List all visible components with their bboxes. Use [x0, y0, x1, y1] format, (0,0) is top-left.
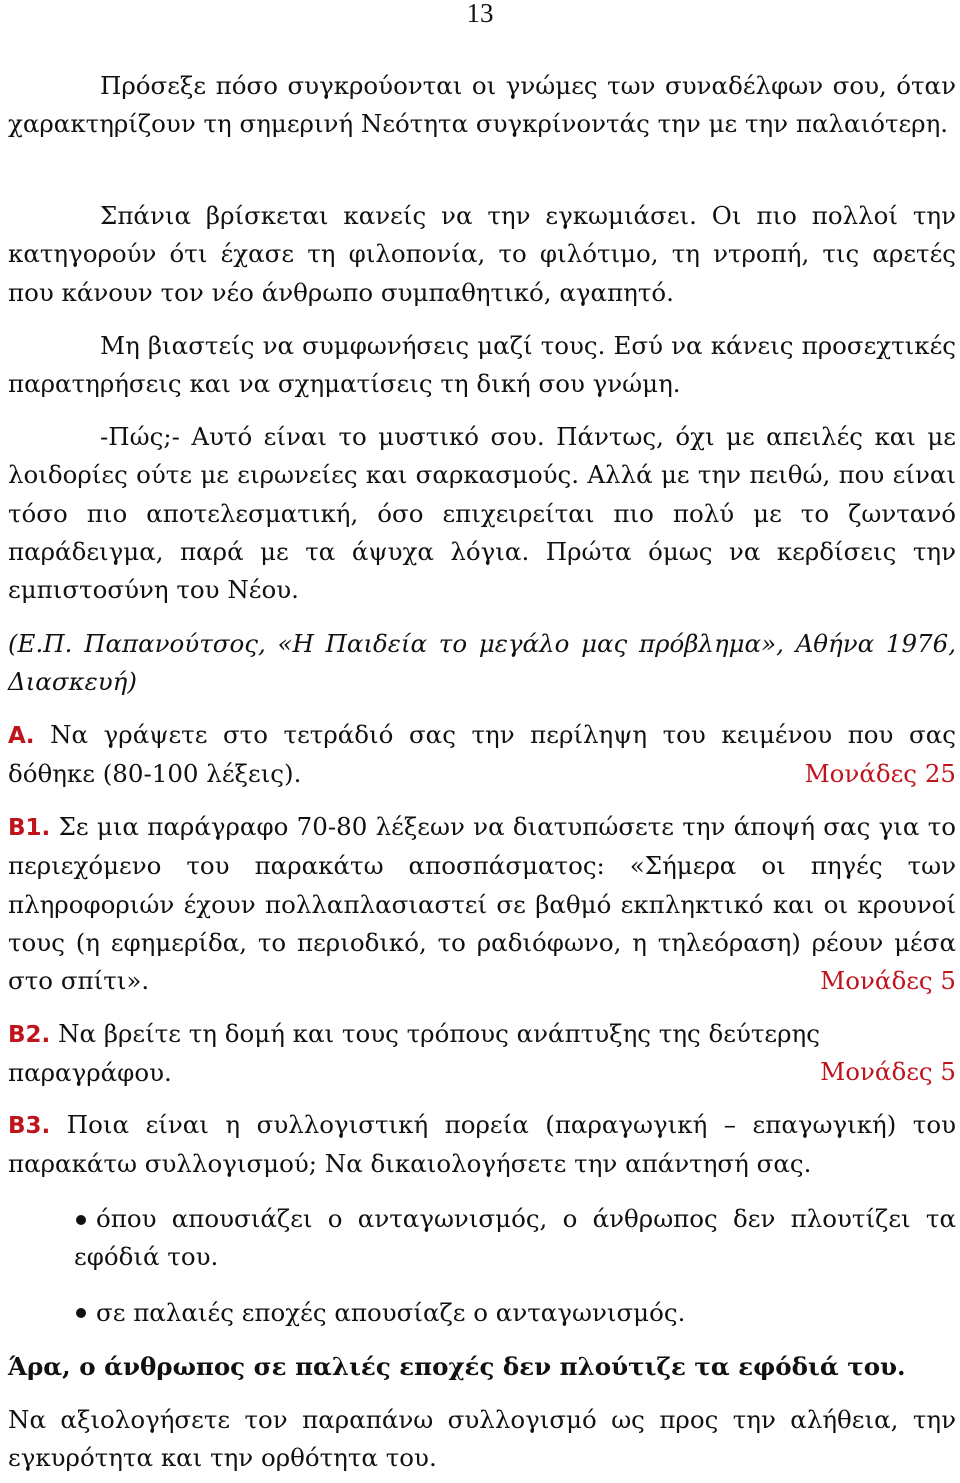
source-citation: (Ε.Π. Παπανούτσος, «Η Παιδεία το μεγάλο μας πρόβλημα», Αθήνα 1976, Διασκευή) — [8, 629, 956, 697]
question-a-text: Να γράψετε στο τετράδιό σας την περίληψη του κειμένου που σας δόθηκε (80-100 λέξεις). — [8, 720, 956, 789]
question-a-label: Α. — [8, 723, 35, 749]
question-b2-units: Μονάδες 5 — [820, 1057, 956, 1086]
page-number: 13 — [466, 0, 494, 28]
question-b1-units: Μονάδες 5 — [820, 966, 956, 996]
premise-2-text: σε παλαιές εποχές απουσίαζε ο ανταγωνισμός. — [96, 1298, 686, 1327]
final-task: Να αξιολογήσετε τον παραπάνω συλλογισμό ως προς την αλήθεια, την εγκυρότητα και την ορθότητα του. — [8, 1405, 956, 1473]
question-b2-label: Β2. — [8, 1022, 51, 1048]
text-paragraph-4: -Πώς;- Αυτό είναι το μυστικό σου. Πάντως, όχι με απειλές και με λοιδορίες ούτε με ειρωνείες και σαρκασμούς. Αλλά με την πειθώ, που είναι τόσο πιο αποτελεσματική, όσο επιχειρείται πιο πολύ με το ζωντανό παράδειγμα, παρά με τα άψυχα λόγια. Πρώτα όμως να κερδίσεις την εμπιστοσύνη του Νέου. — [8, 422, 956, 605]
question-b3 — [8, 1106, 956, 1184]
question-b1 — [8, 808, 956, 1000]
premise-1-text: όπου απουσιάζει ο ανταγωνισμός, ο άνθρωπος δεν πλουτίζει τα εφόδιά του. — [74, 1204, 956, 1272]
conclusion: Άρα, ο άνθρωπος σε παλιές εποχές δεν πλούτιζε τα εφόδιά του. — [8, 1352, 906, 1381]
question-b3-text: Ποια είναι η συλλογιστική πορεία (παραγωγική – επαγωγική) του παρακάτω συλλογισμού; Να δικαιολογήσετε την απάντησή σας. — [8, 1110, 956, 1179]
text-paragraph-2: Σπάνια βρίσκεται κανείς να την εγκωμιάσει. Οι πιο πολλοί την κατηγορούν ότι έχασε τη φιλοπονία, το φιλότιμο, τη ντροπή, τις αρετές που κάνουν τον νέο άνθρωπο συμπαθητικό, αγαπητό. — [8, 201, 956, 307]
question-b1-label: Β1. — [8, 815, 51, 841]
question-b3-label: Β3. — [8, 1113, 51, 1139]
question-a-units: Μονάδες 25 — [804, 759, 956, 789]
text-paragraph-3: Μη βιαστείς να συμφωνήσεις μαζί τους. Εσύ να κάνεις προσεχτικές παρατηρήσεις και να σχηματίσεις τη δική σου γνώμη. — [8, 331, 956, 399]
text-paragraph-1: Πρόσεξε πόσο συγκρούονται οι γνώμες των συναδέλφων σου, όταν χαρακτηρίζουν τη σημερινή Νεότητα συγκρίνοντάς την με την παλαιότερη. — [8, 71, 956, 139]
question-a — [8, 716, 956, 794]
premise-2 — [74, 1294, 956, 1332]
question-b1-text: Σε μια παράγραφο 70-80 λέξεων να διατυπώσετε την άποψή σας για το περιεχόμενο του παρακάτω αποσπάσματος: «Σήμερα οι πηγές των πληροφοριών έχουν πολλαπλασιαστεί σε βαθμό εκπληκτικό και οι κρουνοί τους (η εφημερίδα, το περιοδικό, το ραδιόφωνο, η τηλεόραση) ρέουν μέσα στο σπίτι». — [8, 812, 956, 996]
question-b2 — [8, 1015, 956, 1093]
premise-1 — [74, 1200, 956, 1277]
question-b2-text: Να βρείτε τη δομή και τους τρόπους ανάπτυξης της δεύτερης παραγράφου. — [8, 1019, 820, 1088]
